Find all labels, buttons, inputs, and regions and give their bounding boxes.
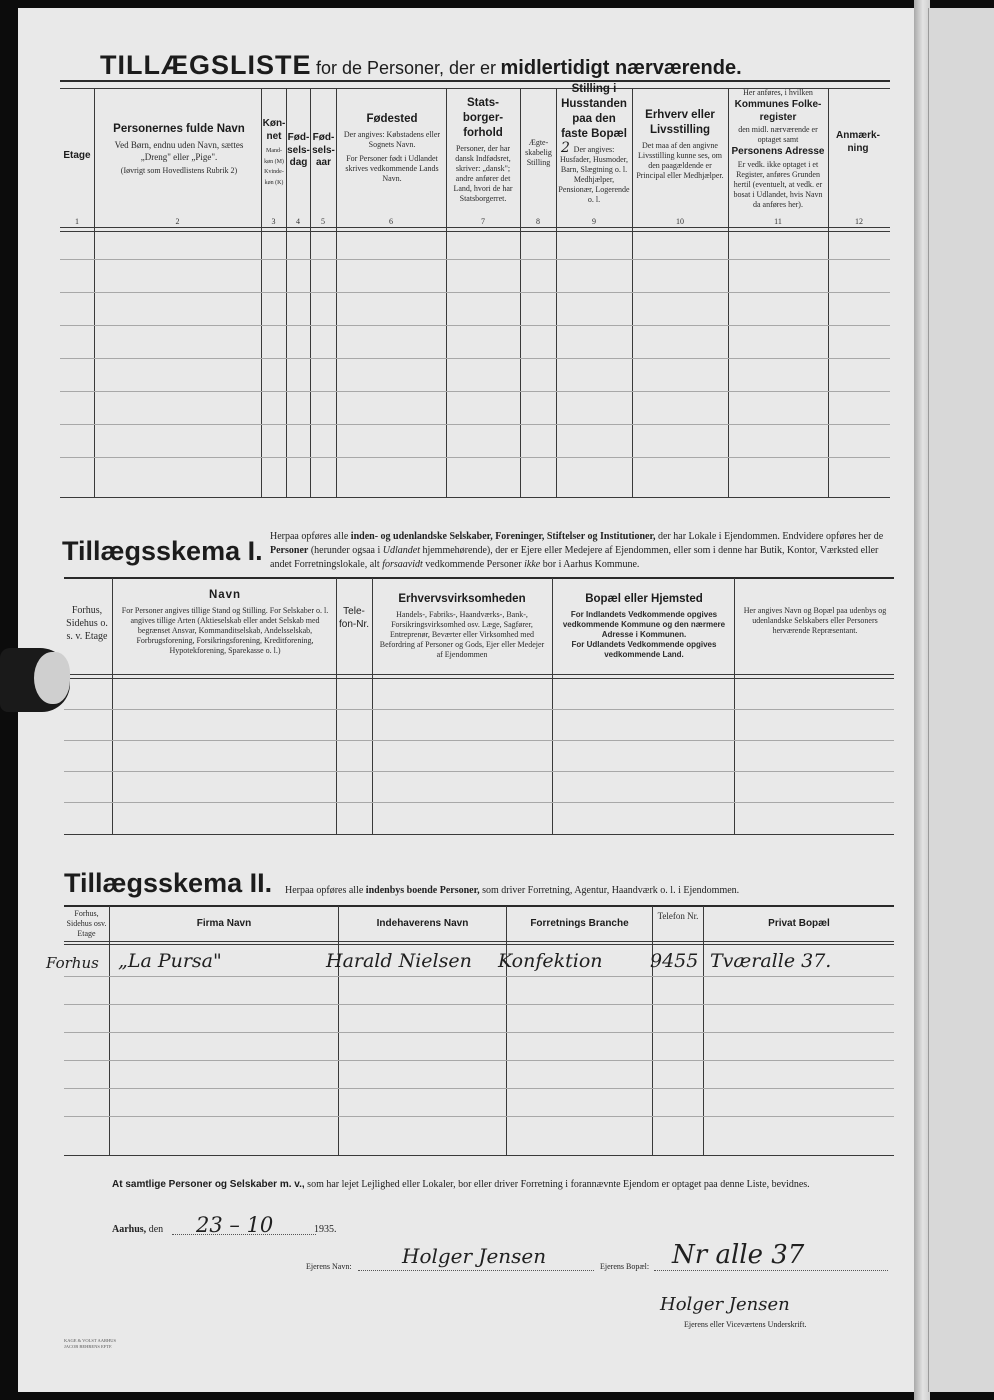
col-number: 7 xyxy=(481,217,485,226)
col-fodselsaar: Fød-sels-aar xyxy=(312,132,335,168)
s2-row-etage: Forhus xyxy=(46,954,99,972)
col-statsborgerforhold: Stats-borger-forhold Personer, der har dansk Indfødsret, skriver: „dansk"; andre anfører det Land, hvori de har Statsborgerret. xyxy=(453,97,513,203)
skema2-intro: Herpaa opføres alle indenbys boende Personer, som driver Forretning, Agentur, Haandværk o. l. i Ejendommen. xyxy=(285,885,740,896)
s2-col-indehaver: Indehaverens Navn xyxy=(376,918,469,929)
s2-col-branche: Forretnings Branche xyxy=(530,918,629,929)
owner-signature: Holger Jensen xyxy=(402,1244,547,1268)
s2-col-firma: Firma Navn xyxy=(196,918,252,929)
col-number: 6 xyxy=(389,217,393,226)
skema1-intro: Herpaa opføres alle inden- og udenlandske Selskaber, Foreninger, Stiftelser og Institutioner, der har Lokale i Ejendommen. Endvidere opføres her de Personer (herunder ogsaa i Udlandet hjemmehørende), der er Ejere eller Medejere af Ejendommen, eller som i denne har Butik, Kontor, Værksted eller andet Forretningslokale, alt forsaavidt vedkommende Personer ikke bor i Aarhus Kommune. xyxy=(270,531,884,571)
col-number: 5 xyxy=(321,217,325,226)
col-etage: Etage xyxy=(63,150,91,161)
declaration: At samtlige Personer og Selskaber m. v., som har lejet Lejlighed eller Lokaler, bor eller driver Forretning i forannævnte Ejendom er optaget paa denne Liste, bevidnes. xyxy=(112,1179,810,1190)
date-handwritten: 23 – 10 xyxy=(196,1213,274,1237)
title-bold: midlertidigt nærværende. xyxy=(500,57,742,79)
s2-row-branche: Konfektion xyxy=(498,950,603,972)
printer-imprint: KAGE & VOLST AARHUS JACOB BEHRENS EFTF. xyxy=(64,1338,116,1349)
date-line: Aarhus, den xyxy=(112,1224,164,1235)
s2-row-bopael: Tværalle 37. xyxy=(710,950,832,972)
owner-address-line xyxy=(654,1270,888,1271)
s1-col-repraesentant: Her angives Navn og Bopæl paa udenbys og udenlandske Selskabers eller Personers herværende Repræsentant. xyxy=(743,606,887,635)
s2-col-etage: Forhus, Sidehus osv. Etage xyxy=(66,909,107,938)
col-number: 9 xyxy=(592,217,596,226)
date-year: 1935. xyxy=(314,1224,337,1235)
col-number: 12 xyxy=(855,217,863,226)
col-number: 11 xyxy=(774,217,782,226)
col-number: 3 xyxy=(271,217,276,226)
col-number: 4 xyxy=(296,217,300,226)
s2-col-bopael: Privat Bopæl xyxy=(768,918,830,929)
owner-address-handwritten: Nr alle 37 xyxy=(672,1240,805,1270)
col-number: 2 xyxy=(175,217,180,226)
s2-col-telefon: Telefon Nr. xyxy=(657,911,699,921)
s1-col-erhverv: Erhvervsvirksomheden Handels-, Fabriks-, Haandværks-, Bank-, Forsikringsvirksomhed osv. Læge, Sagfører, Entreprenør, Beværter eller Virksomhed med Befordring af Personer og Gods, Ejer eller Medejer af Ejendommen xyxy=(379,593,545,659)
owner-address-label: Ejerens Bopæl: xyxy=(600,1262,650,1271)
col-konnet: Køn-net Mand-køn (M) Kvinde-køn (K) xyxy=(262,118,286,186)
col-erhverv: Erhverv eller Livsstilling Det maa af den angivne Livsstilling kunne ses, om den paagældende er Principal eller Medhjælper. xyxy=(636,109,724,180)
pencil-mark: 2 xyxy=(561,140,570,156)
col-number: 8 xyxy=(536,217,540,226)
s1-col-telefon: Tele-fon-Nr. xyxy=(338,606,369,630)
col-adresse: Her anføres, i hvilken Kommunes Folke-register den midl. nærværende er optaget samt Personens Adresse Er vedk. ikke optaget i et Register, anføres Grunden hertil (eventuelt, at vedk. er bosat i Udlandet, hvis Navn da anføres her). xyxy=(731,88,825,209)
s1-col-bopael: Bopæl eller Hjemsted For Indlandets Vedkommende opgives vedkommende Kommune og den nærmere Adresse i Kommunen. For Udlandets Vedkommende opgives vedkommende Land. xyxy=(562,593,726,659)
skema2-title: Tillægsskema II. xyxy=(64,868,273,898)
col-number: 1 xyxy=(75,217,79,226)
title-main: TILLÆGSLISTE xyxy=(100,50,312,80)
s2-row-indehaver: Harald Nielsen xyxy=(326,950,472,972)
owner-name-line xyxy=(358,1270,594,1271)
title-middle: for de Personer, der er xyxy=(315,58,497,78)
s2-row-firma: „La Pursa" xyxy=(118,950,222,972)
signature-second: Holger Jensen xyxy=(660,1294,790,1315)
col-fodselsdag: Fød-sels-dag xyxy=(287,132,310,168)
skema1-title: Tillægsskema I. xyxy=(62,536,263,566)
s1-col-navn: Navn For Personer angives tillige Stand og Stilling. For Selskaber o. l. angives tillige Arten (Aktieselskab eller andet Selskab med begrænset Ansvar, Kommanditselskab, Andelsselskab, Forbrugsforening, Forsikringsforening, Kreditforening, Hypotekforening, Sparekasse o. l.) xyxy=(121,589,329,655)
signature-label: Ejerens eller Viceværtens Underskrift. xyxy=(684,1320,807,1329)
owner-name-label: Ejerens Navn: xyxy=(306,1262,352,1271)
col-aegteskabelig: Ægte-skabelig Stilling xyxy=(525,138,552,167)
s1-col-etage: Forhus, Sidehus o. s. v. Etage xyxy=(66,605,108,642)
col-fulde-navn: Personernes fulde Navn Ved Børn, endnu uden Navn, sættes „Dreng" eller „Pige". (Iøvrigt som Hovedlistens Rubrik 2) xyxy=(113,123,245,176)
s2-row-telefon: 9455 xyxy=(650,950,699,972)
col-number: 10 xyxy=(676,217,684,226)
col-fodested: Fødested Der angives: Købstadens eller Sognets Navn. For Personer født i Udlandet skrives vedkommende Lands Navn. xyxy=(343,113,441,183)
col-stilling-husstand: Stilling i Husstanden paa den faste Bopæl Der angives: Husfader, Husmoder, Barn, Slægtning o. l. Medhjælper, Pensionær, Logerende o. l. xyxy=(558,83,630,204)
col-anmaerkning: Anmærk-ning xyxy=(836,130,880,154)
